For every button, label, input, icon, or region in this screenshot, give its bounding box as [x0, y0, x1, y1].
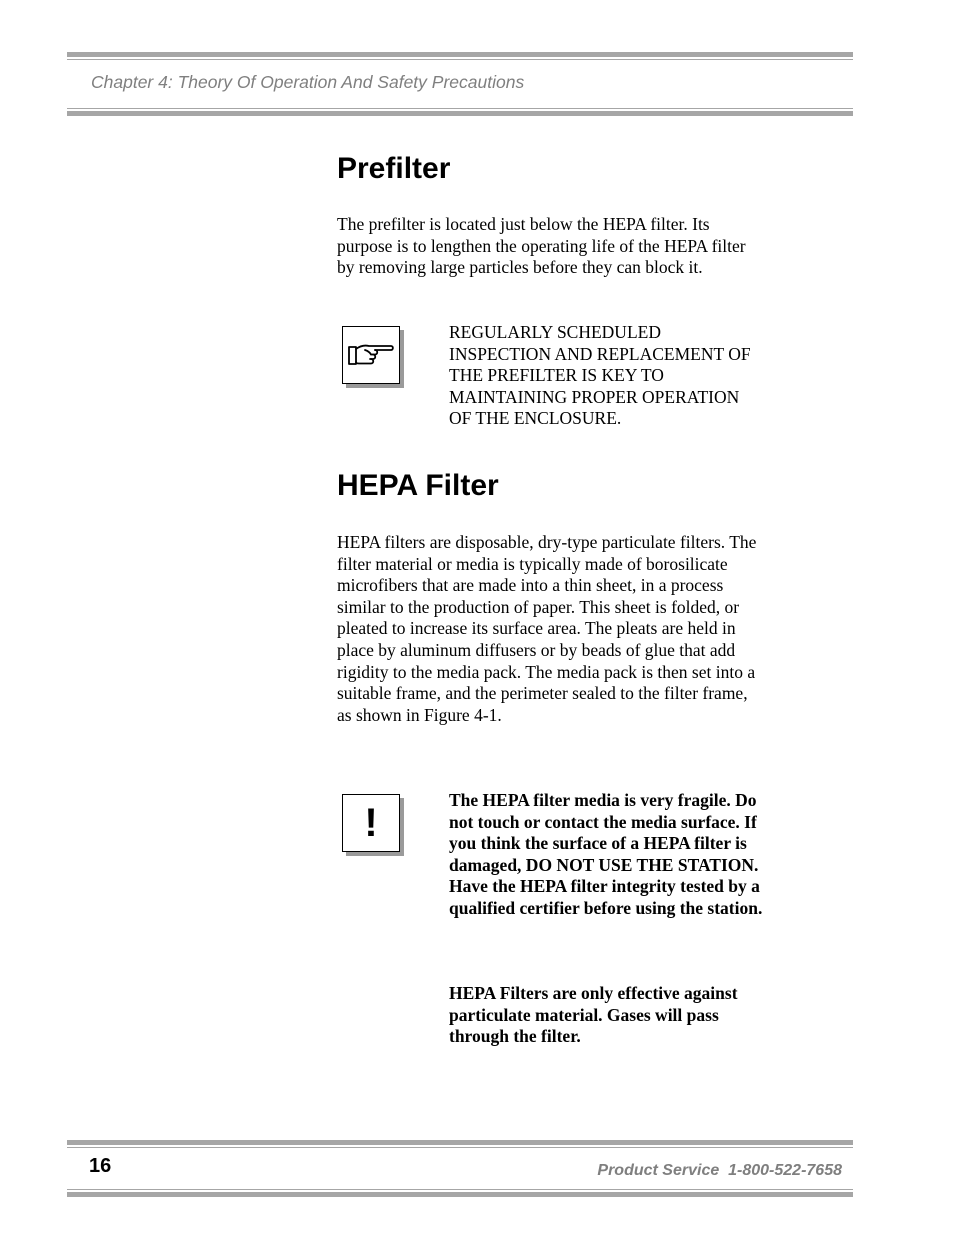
exclamation-icon: !	[364, 801, 378, 845]
header-bottom-rule	[67, 108, 853, 116]
note-icon-box	[342, 326, 400, 384]
pointing-hand-icon	[347, 340, 395, 370]
header-top-rule	[67, 52, 853, 60]
footer-top-rule	[67, 1140, 853, 1148]
footer-bottom-rule	[67, 1189, 853, 1197]
prefilter-note-text: REGULARLY SCHEDULED INSPECTION AND REPLACEMENT OF THE PREFILTER IS KEY TO MAINTAINING PROPER OPERATION OF THE ENCLOSURE.	[449, 322, 751, 429]
page-number: 16	[89, 1155, 112, 1177]
hepa-filter-paragraph: HEPA filters are disposable, dry-type particulate filters. The filter material or media is typically made of borosilicate microfibers that are made into a thin sheet, in a process similar to the production of paper. This sheet is folded, or pleated to increase its surface area. The pleats are held in place by aluminum diffusers or by beads of glue that add rigidity to the media pack. The media pack is then set into a suitable frame, and the perimeter sealed to the filter frame, as shown in Figure 4-1.	[337, 532, 757, 725]
hepa-gas-warning-text: HEPA Filters are only effective against particulate material. Gases will pass through the filter.	[449, 983, 738, 1047]
section-heading-prefilter: Prefilter	[337, 152, 451, 185]
hepa-warning-text: The HEPA filter media is very fragile. Do not touch or contact the media surface. If you think the surface of a HEPA filter is damaged, DO NOT USE THE STATION. Have the HEPA filter integrity tested by a qualified certifier before using the station.	[449, 790, 763, 918]
prefilter-paragraph: The prefilter is located just below the HEPA filter. Its purpose is to lengthen the operating life of the HEPA filter by removing large particles before they can block it.	[337, 214, 746, 278]
product-service-contact: Product Service 1-800-522-7658	[597, 1162, 842, 1179]
section-heading-hepa-filter: HEPA Filter	[337, 469, 499, 502]
warning-icon-box	[342, 794, 400, 852]
chapter-title: Chapter 4: Theory Of Operation And Safety Precautions	[91, 72, 525, 92]
